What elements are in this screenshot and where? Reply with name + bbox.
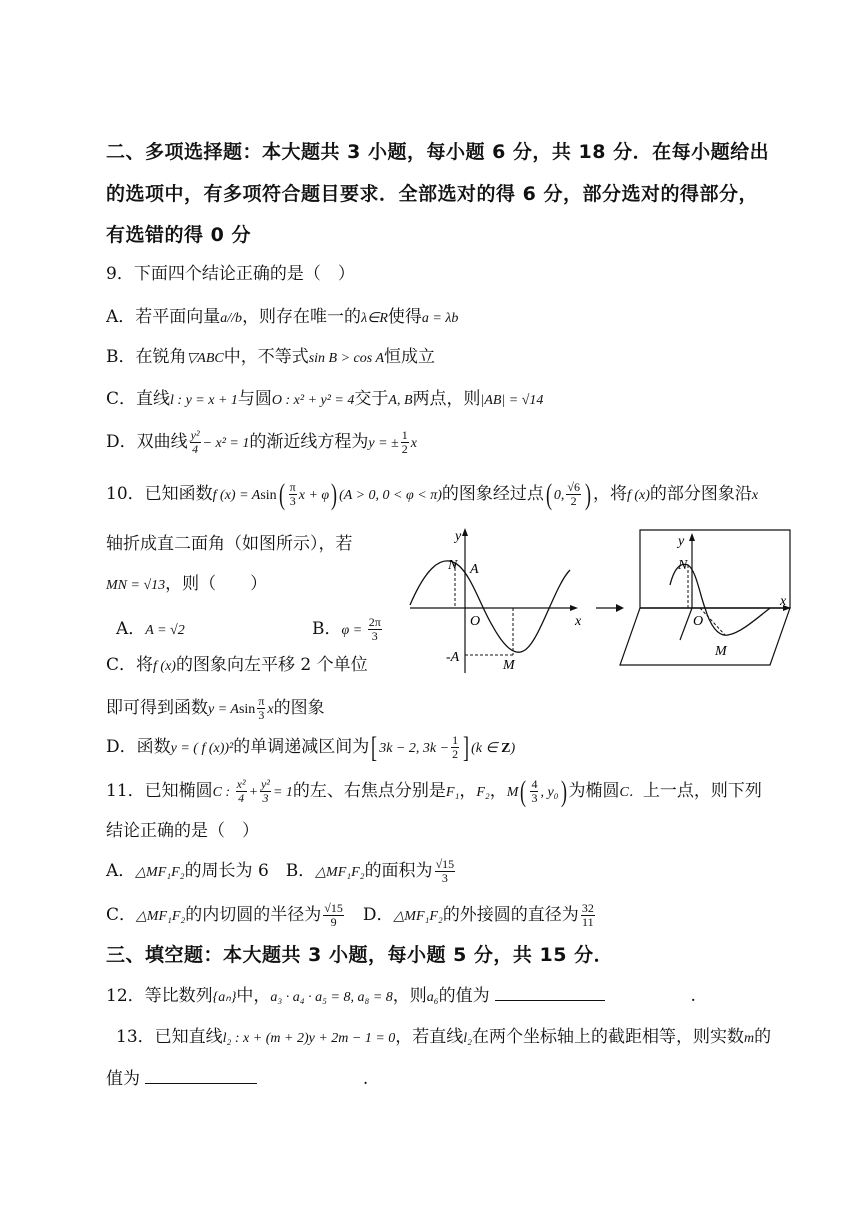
- question-10-option-a: A．A = √2: [116, 619, 185, 639]
- question-10-line2: 轴折成直二面角（如图所示），若: [106, 534, 353, 554]
- question-10-option-c-line2: 即可得到函数y = Asin $\frac{\pi}{3}$ x的图象: [106, 694, 325, 722]
- fig-left-x-label: x: [575, 614, 582, 629]
- question-9-option-c: C．直线l : y = x + 1与圆O : x² + y² = 4交于A, B两点，则|AB| = √14: [106, 389, 544, 409]
- q10-figure: [400, 525, 800, 675]
- fig-left-o-label: O: [470, 614, 481, 629]
- question-13-line1: 13．已知直线l₂ : x + (m + 2)y + 2m − 1 = 0，若直线l₂在两个坐标轴上的截距相等，则实数m的: [116, 1027, 772, 1047]
- right-graph: [620, 530, 791, 665]
- question-9-option-a: A．若平面向量a//b，则存在唯一的λ∈R使得a = λb: [106, 307, 459, 327]
- fig-left-m-label: M: [503, 658, 515, 673]
- fig-right-o-label: O: [693, 614, 704, 629]
- fraction: $\frac{\text{y²}}{4}$: [190, 428, 200, 456]
- question-10-option-d: D．函数y = ( f (x))²的单调递减区间为[ 3k − 2, 3k − $\frac{1}{2}$ ] (k ∈ Z): [106, 730, 516, 764]
- question-13-answer-blank[interactable]: [145, 1083, 257, 1084]
- transform-arrow: [596, 604, 624, 612]
- question-9-option-d: D．双曲线 $\frac{\text{y²}}{4}$ − x² = 1的渐近线方程为y = ± $\frac{1}{2}$ x: [106, 428, 417, 456]
- fig-right-y-label: y: [678, 534, 685, 549]
- question-12-answer-blank[interactable]: [495, 1000, 605, 1001]
- fig-right-m-label: M: [715, 644, 727, 659]
- question-11-line2: 结论正确的是（ ）: [106, 821, 259, 841]
- question-11-stem: 11．已知椭圆C : $\frac{\text{x²}}{4}$ + $\frac{\text{y²}}{3}$ = 1的左、右焦点分别是F₁，F₂，M( $\frac{4}{3}$ , y₀) 为椭圆C．上一点，则下列: [106, 774, 762, 808]
- fig-right-n-label: N: [678, 558, 688, 573]
- question-9-option-b: B．在锐角▽ABC中，不等式sin B > cos A恒成立: [106, 347, 436, 367]
- question-10-option-b: B．φ = $\frac{2\pi}{3}$: [312, 615, 381, 643]
- fig-left-n-label: N: [448, 558, 458, 573]
- section-2-heading-line3: 有选错的得 0 分: [106, 224, 251, 246]
- section-2-heading-line1: 二、多项选择题：本大题共 3 小题，每小题 6 分，共 18 分．在每小题给出: [106, 141, 770, 163]
- question-10-option-c-line1: C．将f (x)的图象向左平移 2 个单位: [106, 655, 368, 675]
- fig-left-a-label: A: [470, 562, 479, 577]
- section-2-heading-line2: 的选项中，有多项符合题目要求．全部选对的得 6 分，部分选对的得部分，: [106, 183, 758, 205]
- question-9-stem: 9．下面四个结论正确的是（ ）: [106, 264, 355, 284]
- left-graph: [410, 528, 582, 673]
- question-10-stem: 10．已知函数f (x) = Asin( $\frac{\pi}{3}$ x + φ) (A > 0, 0 < φ < π)的图象经过点( 0, $\frac{√6}{2}$ ) ，将f (x)的部分图象沿x: [106, 477, 759, 511]
- section-3-heading: 三、填空题：本大题共 3 小题，每小题 5 分，共 15 分．: [106, 944, 614, 966]
- question-12: 12．等比数列{aₙ}中，a₃ · a₄ · a₅ = 8, a₈ = 8，则a₆的值为 .: [106, 986, 696, 1006]
- fig-left-neg-a-label: -A: [446, 650, 460, 665]
- question-11-options-cd: C．△MF₁F₂的内切圆的半径为 $\frac{√15}{9}$ D．△MF₁F₂的外接圆的直径为 $\frac{32}{11}$: [106, 901, 594, 929]
- question-10-line3: MN = √13，则（ ）: [106, 574, 268, 594]
- question-11-options-ab: A．△MF₁F₂的周长为 6 B．△MF₁F₂的面积为 $\frac{√15}{3}$: [106, 857, 455, 885]
- question-13-line2: 值为 .: [106, 1069, 369, 1089]
- fig-left-y-label: y: [455, 529, 462, 544]
- fig-right-x-label: x: [780, 594, 787, 609]
